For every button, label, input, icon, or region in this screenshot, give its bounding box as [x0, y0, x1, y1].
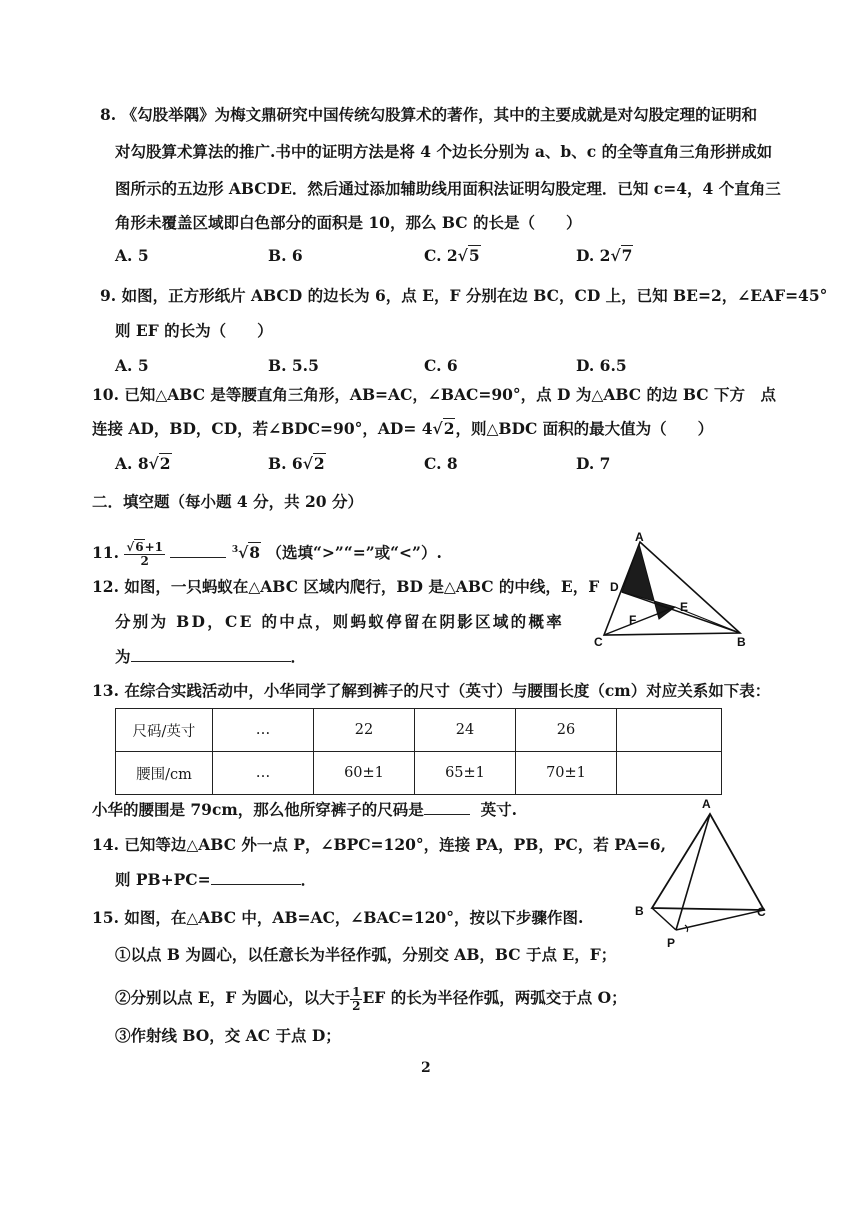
- q9-line-1: 9. 如图，正方形纸片 ABCD 的边长为 6，点 E，F 分别在边 BC，CD 上，已知 BE=2，∠EAF=45°: [100, 286, 828, 305]
- table-cell: 24: [415, 709, 516, 752]
- q15-step-3: ③作射线 BO，交 AC 于点 D；: [115, 1026, 341, 1045]
- q15-line-1: 15. 如图，在△ABC 中，AB=AC，∠BAC=120°，按以下步骤作图.: [92, 908, 584, 927]
- q11-fraction: $\frac{√6+1}{2}$: [126, 539, 164, 568]
- q12-label-c: C: [594, 635, 603, 649]
- q12-label-d: D: [610, 580, 619, 594]
- q14-line-2: 则 PB+PC= ．: [115, 870, 317, 889]
- q8-option-b: B. 6: [268, 246, 303, 265]
- q14-label-c: C: [757, 905, 766, 919]
- table-cell: 腰围/cm: [116, 752, 213, 795]
- q9-option-b: B. 5.5: [268, 356, 319, 375]
- table-row: [116, 752, 722, 795]
- q14-answer-blank[interactable]: [211, 870, 301, 885]
- table-cell: …: [213, 752, 314, 795]
- q12-label-b: B: [737, 635, 746, 649]
- q15-step-1: ①以点 B 为圆心，以任意长为半径作弧，分别交 AB，BC 于点 E，F；: [115, 945, 617, 964]
- q12-label-e: E: [680, 600, 689, 614]
- q14-label-p: P: [667, 936, 676, 950]
- q12-line-1: 12. 如图，一只蚂蚁在△ABC 区域内爬行，BD 是△ABC 的中线，E，F: [92, 577, 600, 596]
- q13-line-2: 小华的腰围是 79cm，那么他所穿裤子的尺码是 英寸.: [92, 800, 518, 819]
- page-number: 2: [421, 1060, 431, 1076]
- q10-option-b: B. 6√2: [268, 454, 325, 473]
- table-row: [116, 709, 722, 752]
- q15-step-2: ②分别以点 E，F 为圆心，以大于 $\frac{1}{2}$ EF 的长为半径作弧，两弧交于点 O；: [115, 984, 627, 1013]
- q11-line: 11. $\frac{√6+1}{2}$ $^3$√8 （选填“>”“=”或“<”）.: [92, 539, 442, 568]
- q12-line-2: 分别为 BD，CE 的中点，则蚂蚁停留在阴影区域的概率: [115, 612, 565, 631]
- q13-size-table: [115, 708, 722, 795]
- table-cell: [617, 709, 722, 752]
- q10-line-1: 10. 已知△ABC 是等腰直角三角形，AB=AC，∠BAC=90°，点 D 为△ABC 的边 BC 下方 点: [92, 385, 776, 404]
- q14-label-b: B: [635, 904, 644, 918]
- table-cell: 65±1: [415, 752, 516, 795]
- q12-figure: [590, 530, 760, 650]
- q10-option-d: D. 7: [576, 454, 611, 473]
- q12-line-3: 为 ．: [115, 647, 307, 666]
- q8-option-c: C. 2√5: [424, 246, 480, 265]
- q8-line-1: 8. 《勾股举隅》为梅文鼎研究中国传统勾股算术的著作，其中的主要成就是对勾股定理的证明和: [100, 105, 758, 124]
- q9-option-a: A. 5: [115, 356, 149, 375]
- table-cell: 尺码/英寸: [116, 709, 213, 752]
- q11-answer-blank[interactable]: [170, 543, 226, 558]
- q8-option-d: D. 2√7: [576, 246, 633, 265]
- q9-line-2: 则 EF 的长为（ ）: [115, 321, 273, 340]
- table-cell: 26: [516, 709, 617, 752]
- q8-option-a: A. 5: [115, 246, 149, 265]
- section-2-heading: 二．填空题（每小题 4 分，共 20 分）: [92, 492, 363, 511]
- q10-option-c: C. 8: [424, 454, 458, 473]
- q8-line-4: 角形未覆盖区域即白色部分的面积是 10，那么 BC 的长是（ ）: [115, 213, 582, 232]
- q10-option-a: A. 8√2: [115, 454, 171, 473]
- q15-fraction: $\frac{1}{2}$: [352, 984, 361, 1013]
- table-cell: …: [213, 709, 314, 752]
- q12-label-a: A: [635, 530, 644, 544]
- q13-line-1: 13. 在综合实践活动中，小华同学了解到裤子的尺寸（英寸）与腰围长度（cm）对应关系如下表：: [92, 681, 771, 700]
- q14-figure: [635, 795, 780, 955]
- q14-line-1: 14. 已知等边△ABC 外一点 P，∠BPC=120°，连接 PA，PB，PC，若 PA=6,: [92, 835, 666, 854]
- q8-line-2: 对勾股算术算法的推广.书中的证明方法是将 4 个边长分别为 a、b、c 的全等直角三角形拼成如: [115, 142, 773, 161]
- q14-label-a: A: [702, 797, 711, 811]
- table-cell: 22: [314, 709, 415, 752]
- table-cell: [617, 752, 722, 795]
- q10-line-2: 连接 AD，BD，CD，若∠BDC=90°，AD= 4√2，则△BDC 面积的最大值为（ ）: [92, 419, 714, 438]
- q8-line-3: 图所示的五边形 ABCDE．然后通过添加辅助线用面积法证明勾股定理．已知 c=4，4 个直角三: [115, 179, 781, 198]
- q9-option-c: C. 6: [424, 356, 458, 375]
- q9-option-d: D. 6.5: [576, 356, 627, 375]
- q12-label-f: F: [629, 613, 637, 627]
- q12-answer-blank[interactable]: [131, 647, 291, 662]
- table-cell: 60±1: [314, 752, 415, 795]
- table-cell: 70±1: [516, 752, 617, 795]
- q13-answer-blank[interactable]: [424, 800, 470, 815]
